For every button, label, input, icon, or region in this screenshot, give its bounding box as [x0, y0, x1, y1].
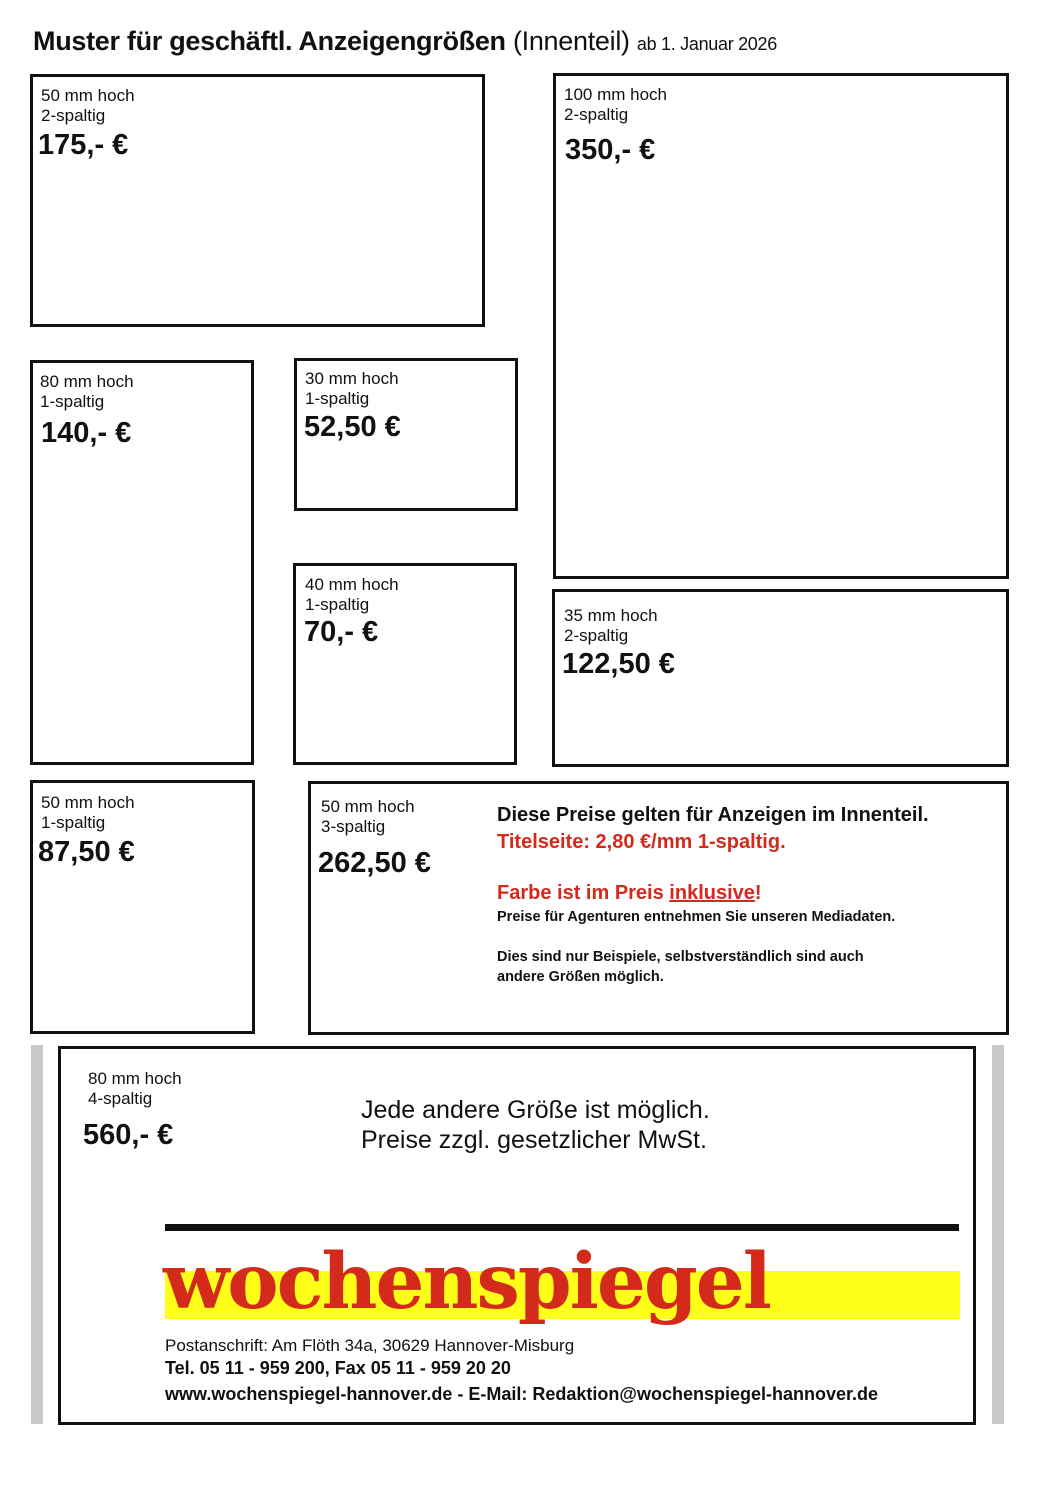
- ad-height: 30 mm hoch: [305, 369, 399, 388]
- ad-size-label: [305, 575, 399, 615]
- ad-height: 50 mm hoch: [41, 793, 135, 812]
- bottom-note-line1: Jede andere Größe ist möglich.: [361, 1096, 710, 1124]
- page-title: [33, 26, 777, 57]
- ad-box-80mm-4col: [58, 1046, 976, 1425]
- ad-columns: 1-spaltig: [305, 389, 370, 408]
- info-farbe: [497, 880, 1002, 907]
- ad-box-50mm-1col: [30, 780, 255, 1034]
- ad-size-label: [564, 606, 658, 646]
- bottom-note: [361, 1095, 710, 1155]
- pricing-info: [497, 802, 1002, 987]
- ad-size-label: [564, 85, 667, 125]
- ad-box-35mm-2col: [552, 589, 1009, 767]
- wochenspiegel-logo: wochenspiegel: [163, 1237, 770, 1327]
- ad-box-50mm-3col: [308, 781, 1009, 1035]
- ad-size-label: [321, 797, 415, 837]
- title-section: (Innenteil): [512, 26, 630, 56]
- ad-price: 560,- €: [83, 1119, 174, 1151]
- ad-columns: 4-spaltig: [88, 1089, 153, 1108]
- ad-columns: 1-spaltig: [40, 392, 105, 411]
- ad-price: 350,- €: [565, 134, 656, 166]
- ad-size-label: [88, 1069, 182, 1109]
- ad-height: 80 mm hoch: [40, 372, 134, 391]
- ad-columns: 3-spaltig: [321, 817, 386, 836]
- info-farbe-suffix: !: [754, 882, 762, 904]
- ad-price: 175,- €: [38, 129, 129, 161]
- ad-columns: 1-spaltig: [305, 595, 370, 614]
- ad-price: 262,50 €: [318, 847, 431, 879]
- ad-height: 50 mm hoch: [41, 86, 135, 105]
- ad-size-label: [41, 86, 135, 126]
- ad-price: 87,50 €: [38, 836, 135, 868]
- bottom-note-line2: Preise zzgl. gesetzlicher MwSt.: [361, 1126, 707, 1154]
- grey-bar-left: [31, 1045, 43, 1424]
- ad-size-label: [41, 793, 135, 833]
- ad-height: 100 mm hoch: [564, 85, 667, 104]
- ad-price: 122,50 €: [562, 648, 675, 680]
- ad-price: 70,- €: [304, 616, 379, 648]
- info-farbe-prefix: Farbe ist im Preis: [497, 882, 670, 904]
- ad-columns: 2-spaltig: [41, 106, 106, 125]
- phone-fax: Tel. 05 11 - 959 200, Fax 05 11 - 959 20 20: [165, 1358, 511, 1378]
- ad-box-50mm-2col: [30, 74, 485, 327]
- ad-columns: 2-spaltig: [564, 626, 629, 645]
- info-agenturen: Preise für Agenturen entnehmen Sie unseren Mediadaten.: [497, 909, 896, 925]
- info-farbe-underlined: inklusive: [669, 882, 755, 904]
- grey-bar-right: [992, 1045, 1004, 1424]
- ad-box-100mm-2col: [553, 73, 1009, 579]
- ad-size-label: [305, 369, 399, 409]
- info-titelseite: Titelseite: 2,80 €/mm 1-spaltig.: [497, 831, 786, 853]
- ad-height: 40 mm hoch: [305, 575, 399, 594]
- ad-price: 140,- €: [41, 417, 132, 449]
- ad-columns: 2-spaltig: [564, 105, 629, 124]
- ad-height: 35 mm hoch: [564, 606, 658, 625]
- ad-columns: 1-spaltig: [41, 813, 106, 832]
- title-date: ab 1. Januar 2026: [636, 34, 777, 54]
- ad-box-30mm-1col: [294, 358, 518, 511]
- ad-box-40mm-1col: [293, 563, 517, 765]
- info-heading: Diese Preise gelten für Anzeigen im Innenteil.: [497, 804, 929, 826]
- info-beispiele-2: andere Größen möglich.: [497, 969, 664, 985]
- ad-price: 52,50 €: [304, 411, 401, 443]
- ad-height: 50 mm hoch: [321, 797, 415, 816]
- ad-box-80mm-1col: [30, 360, 254, 765]
- ad-height: 80 mm hoch: [88, 1069, 182, 1088]
- info-beispiele-1: Dies sind nur Beispiele, selbstverständlich sind auch: [497, 949, 864, 965]
- web-email: www.wochenspiegel-hannover.de - E-Mail: Redaktion@wochenspiegel-hannover.de: [165, 1384, 879, 1404]
- ad-size-label: [40, 372, 134, 412]
- title-main: Muster für geschäftl. Anzeigengrößen: [33, 26, 506, 56]
- postal-address: Postanschrift: Am Flöth 34a, 30629 Hannover-Misburg: [165, 1336, 575, 1355]
